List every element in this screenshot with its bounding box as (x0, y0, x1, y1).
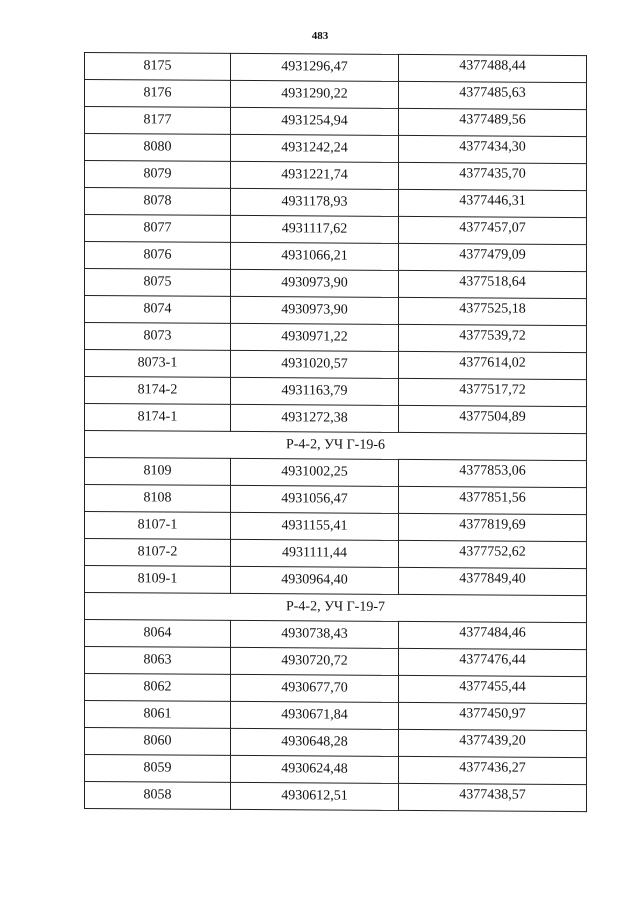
coord-x-cell: 4930677,70 (231, 674, 399, 702)
coord-y-cell: 4377489,56 (399, 108, 587, 136)
point-id-cell: 8107-2 (85, 539, 231, 567)
coord-x-cell: 4931272,38 (231, 404, 399, 432)
table-row (85, 620, 587, 650)
table-row (85, 134, 587, 164)
point-id-cell: 8076 (85, 242, 231, 270)
point-id-cell: 8077 (85, 215, 231, 243)
coord-y-cell: 4377457,07 (399, 216, 587, 244)
table-row (85, 215, 587, 245)
table-row (85, 701, 587, 731)
point-id-cell: 8176 (85, 80, 231, 108)
section-header-row (85, 593, 587, 623)
coord-x-cell: 4930624,48 (231, 755, 399, 783)
coord-x-cell: 4931178,93 (231, 188, 399, 216)
point-id-cell: 8078 (85, 188, 231, 216)
coord-x-cell: 4931066,21 (231, 242, 399, 270)
coord-y-cell: 4377819,69 (399, 513, 587, 541)
point-id-cell: 8108 (85, 485, 231, 513)
coordinates-table (84, 52, 587, 812)
table-row (85, 647, 587, 677)
page-number: 483 (311, 30, 329, 42)
point-id-cell: 8073-1 (85, 350, 231, 378)
coord-x-cell: 4930973,90 (231, 296, 399, 324)
point-id-cell: 8074 (85, 296, 231, 324)
coord-y-cell: 4377479,09 (399, 243, 587, 271)
table-row (85, 350, 587, 380)
point-id-cell: 8063 (85, 647, 231, 675)
point-id-cell: 8061 (85, 701, 231, 729)
point-id-cell: 8059 (85, 755, 231, 783)
point-id-cell: 8107-1 (85, 512, 231, 540)
point-id-cell: 8060 (85, 728, 231, 756)
coord-x-cell: 4931296,47 (231, 53, 399, 81)
coord-y-cell: 4377488,44 (399, 54, 587, 82)
coord-y-cell: 4377438,57 (399, 783, 587, 811)
point-id-cell: 8080 (85, 134, 231, 162)
coord-y-cell: 4377504,89 (399, 405, 587, 433)
point-id-cell: 8079 (85, 161, 231, 189)
coord-y-cell: 4377485,63 (399, 81, 587, 109)
table-row (85, 782, 587, 812)
coord-x-cell: 4930738,43 (231, 620, 399, 648)
coord-y-cell: 4377849,40 (399, 567, 587, 595)
coordinates-table-body (85, 53, 587, 812)
table-row (85, 566, 587, 596)
coord-x-cell: 4930720,72 (231, 647, 399, 675)
point-id-cell: 8073 (85, 323, 231, 351)
coord-y-cell: 4377614,02 (399, 351, 587, 379)
point-id-cell: 8064 (85, 620, 231, 648)
point-id-cell: 8109 (85, 458, 231, 486)
coord-y-cell: 4377484,46 (399, 621, 587, 649)
coord-x-cell: 4931221,74 (231, 161, 399, 189)
table-row (85, 485, 587, 515)
section-title: Р-4-2, УЧ Г-19-6 (85, 431, 587, 461)
coord-x-cell: 4931056,47 (231, 485, 399, 513)
point-id-cell: 8062 (85, 674, 231, 702)
table-row (85, 404, 587, 434)
coord-x-cell: 4930671,84 (231, 701, 399, 729)
point-id-cell: 8177 (85, 107, 231, 135)
table-row (85, 269, 587, 299)
coord-x-cell: 4931155,41 (231, 512, 399, 540)
coord-x-cell: 4931111,44 (231, 539, 399, 567)
section-title: Р-4-2, УЧ Г-19-7 (85, 593, 587, 623)
table-row (85, 53, 587, 83)
coord-x-cell: 4931290,22 (231, 80, 399, 108)
point-id-cell: 8109-1 (85, 566, 231, 594)
coord-y-cell: 4377476,44 (399, 648, 587, 676)
table-row (85, 458, 587, 488)
table-row (85, 296, 587, 326)
coord-x-cell: 4930612,51 (231, 782, 399, 810)
point-id-cell: 8174-2 (85, 377, 231, 405)
coord-x-cell: 4930973,90 (231, 269, 399, 297)
coord-y-cell: 4377517,72 (399, 378, 587, 406)
point-id-cell: 8175 (85, 53, 231, 81)
coord-y-cell: 4377435,70 (399, 162, 587, 190)
table-row (85, 512, 587, 542)
coord-y-cell: 4377439,20 (399, 729, 587, 757)
coord-x-cell: 4931020,57 (231, 350, 399, 378)
table-row (85, 323, 587, 353)
coord-x-cell: 4931002,25 (231, 458, 399, 486)
point-id-cell: 8058 (85, 782, 231, 810)
coord-x-cell: 4931254,94 (231, 107, 399, 135)
coord-y-cell: 4377851,56 (399, 486, 587, 514)
coord-x-cell: 4931242,24 (231, 134, 399, 162)
coord-y-cell: 4377853,06 (399, 459, 587, 487)
coord-y-cell: 4377525,18 (399, 297, 587, 325)
table-row (85, 107, 587, 137)
table-row (85, 539, 587, 569)
coord-y-cell: 4377752,62 (399, 540, 587, 568)
coord-y-cell: 4377446,31 (399, 189, 587, 217)
table-row (85, 728, 587, 758)
table-row (85, 755, 587, 785)
table-row (85, 80, 587, 110)
table-row (85, 161, 587, 191)
table-row (85, 242, 587, 272)
point-id-cell: 8075 (85, 269, 231, 297)
coord-x-cell: 4931163,79 (231, 377, 399, 405)
coord-x-cell: 4930964,40 (231, 566, 399, 594)
coord-y-cell: 4377434,30 (399, 135, 587, 163)
coord-y-cell: 4377539,72 (399, 324, 587, 352)
point-id-cell: 8174-1 (85, 404, 231, 432)
section-header-row (85, 431, 587, 461)
coord-y-cell: 4377455,44 (399, 675, 587, 703)
coord-y-cell: 4377436,27 (399, 756, 587, 784)
coord-y-cell: 4377450,97 (399, 702, 587, 730)
coord-y-cell: 4377518,64 (399, 270, 587, 298)
coord-x-cell: 4930971,22 (231, 323, 399, 351)
coord-x-cell: 4931117,62 (231, 215, 399, 243)
table-row (85, 377, 587, 407)
coord-x-cell: 4930648,28 (231, 728, 399, 756)
table-row (85, 674, 587, 704)
table-row (85, 188, 587, 218)
